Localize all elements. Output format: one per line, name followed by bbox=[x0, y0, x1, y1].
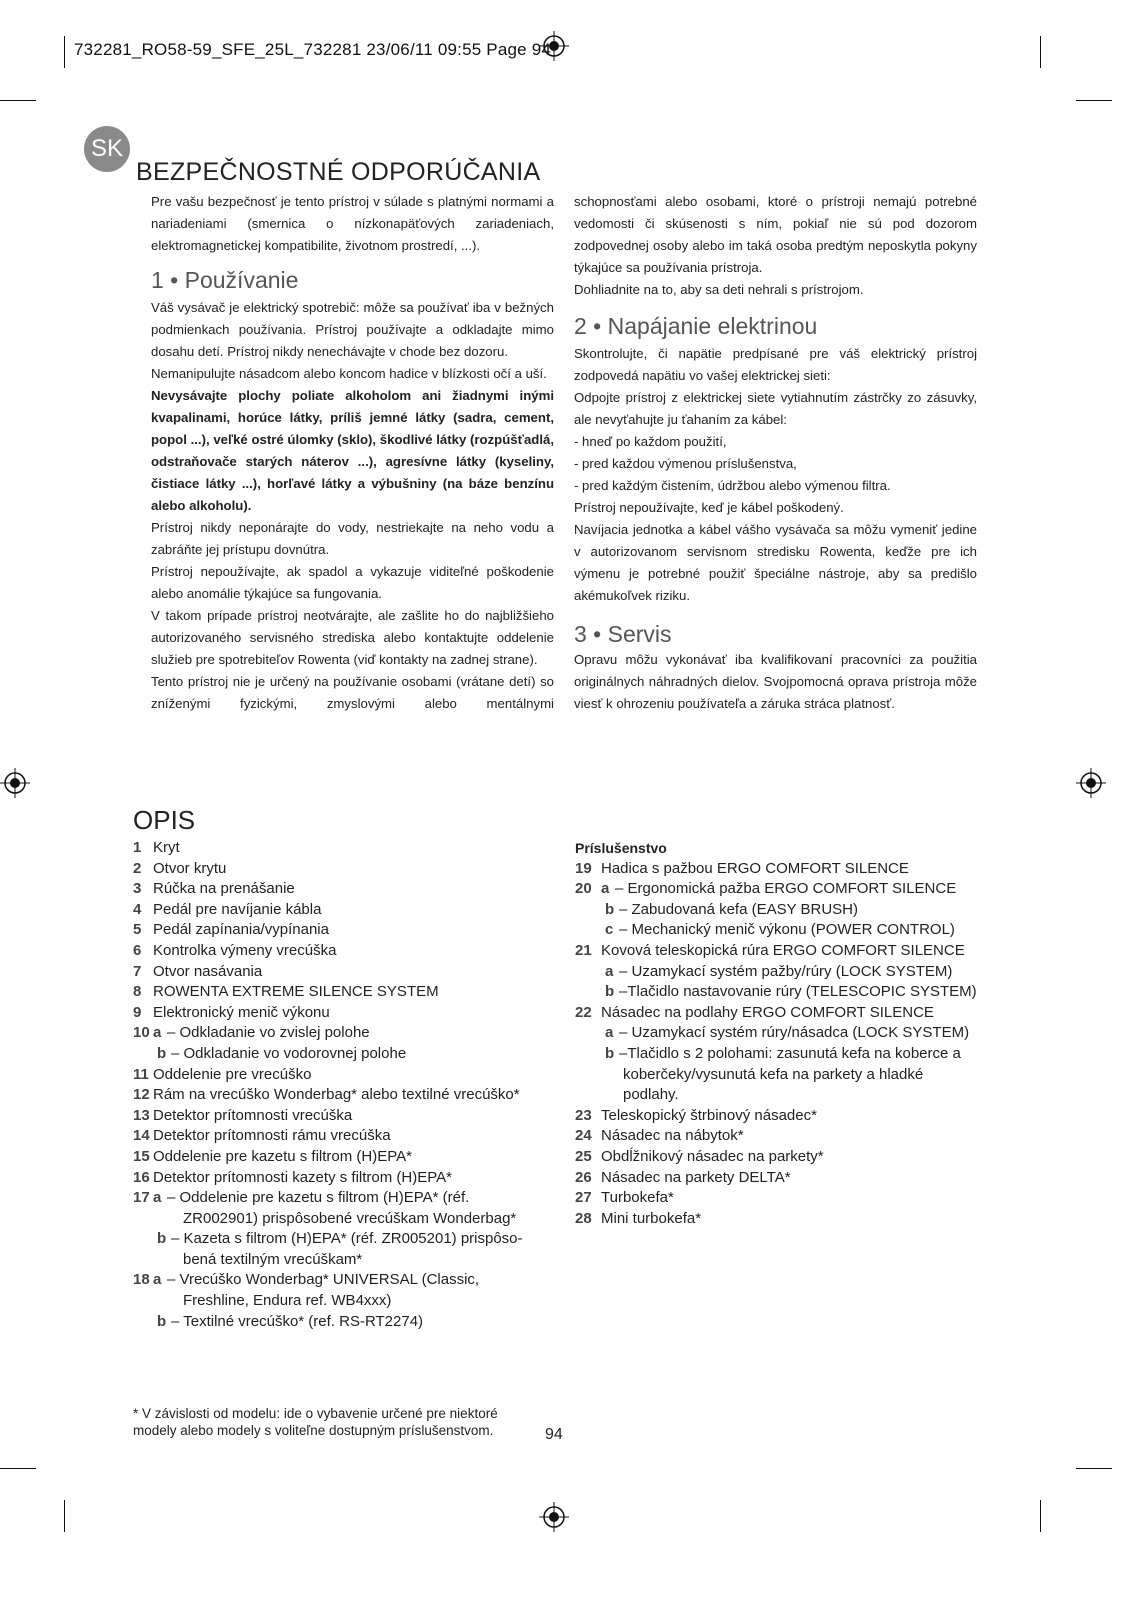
item-letter: a bbox=[153, 1024, 162, 1042]
item-number: 9 bbox=[133, 1003, 142, 1021]
paragraph: Prístroj nikdy neponárajte do vody, nestriekajte na neho vodu a zabráňte jej prístupu dovnútra. bbox=[151, 520, 554, 557]
list-item bbox=[133, 1188, 563, 1209]
list-item bbox=[575, 920, 995, 941]
list-item bbox=[133, 1250, 563, 1271]
item-text: Násadec na parkety DELTA* bbox=[601, 1168, 791, 1186]
item-letter: a bbox=[605, 962, 614, 980]
warning-paragraph: Nevysávajte plochy poliate alkoholom ani žiadnymi inými kvapalinami, horúce látky, príliš jemné látky (sadra, cement, popol ...), veľké ostré úlomky (sklo), škodlivé látky (rozpúšťadlá, odstraňovače starých náterov ...), agresívne látky (kyseliny, čistiace látky ...), horľavé látky a výbušniny (na báze benzínu alebo alkoholu). bbox=[151, 388, 554, 513]
item-number: 16 bbox=[133, 1168, 150, 1186]
paragraph: Navíjacia jednotka a kábel vášho vysávača sa môžu vymeniť jedine v autorizovanom servisnom stredisku Rowenta, keďže pre ich výmenu je potrebné použiť špeciálne nástroje, aby sa predišlo akémukoľvek riziku. bbox=[574, 522, 977, 603]
list-item bbox=[133, 879, 563, 900]
item-text: koberčeky/vysunutá kefa na parkety a hladké bbox=[623, 1065, 924, 1083]
item-text: Detektor prítomnosti vrecúška bbox=[153, 1106, 353, 1124]
parts-list-left bbox=[133, 838, 563, 1332]
item-text: – Odkladanie vo vodorovnej polohe bbox=[171, 1044, 407, 1062]
list-item bbox=[575, 900, 995, 921]
item-text: Otvor nasávania bbox=[153, 962, 263, 980]
item-letter: b bbox=[605, 900, 615, 918]
section-heading-usage: 1 • Používanie bbox=[151, 267, 299, 293]
item-number: 1 bbox=[133, 839, 142, 856]
list-item bbox=[133, 962, 563, 983]
item-letter: c bbox=[605, 921, 614, 939]
item-number: 11 bbox=[133, 1065, 149, 1083]
intro-paragraph: Pre vašu bezpečnosť je tento prístroj v súlade s platnými normami a nariadeniami (smernica o nízkonapäťových zariadeniach, elektromagnetickej kompatibilite, životnom prostredí, ...). bbox=[151, 194, 554, 253]
section-heading-power: 2 • Napájanie elektrinou bbox=[574, 313, 818, 339]
item-text: – Oddelenie pre kazetu s filtrom (H)EPA* (réf. bbox=[167, 1189, 470, 1207]
list-item bbox=[133, 1044, 563, 1065]
item-text: Násadec na nábytok* bbox=[601, 1127, 744, 1145]
registration-mark-icon bbox=[0, 768, 30, 798]
item-text: Oddelenie pre vrecúško bbox=[153, 1065, 312, 1083]
list-item bbox=[575, 1065, 995, 1086]
crop-mark bbox=[0, 1468, 36, 1469]
paragraph: schopnosťami alebo osobami, ktoré o prístroji nemajú potrebné vedomosti či skúsenosti s ním, pokiaľ nie sú pod dozorom zodpovednej osoby alebo im taká osoba predtým neposkytla pokyny týkajúce sa používania prístroja. bbox=[574, 194, 977, 275]
registration-mark-icon bbox=[539, 1502, 569, 1532]
item-text: – Uzamykací systém rúry/násadca (LOCK SYSTEM) bbox=[619, 1024, 970, 1042]
item-text: Rúčka na prenášanie bbox=[153, 880, 295, 898]
bullet-item: - hneď po každom použití, bbox=[574, 434, 727, 449]
list-item bbox=[133, 982, 563, 1003]
list-item bbox=[133, 1229, 563, 1250]
crop-mark bbox=[1040, 36, 1041, 68]
list-item bbox=[575, 1147, 995, 1168]
list-item bbox=[133, 1106, 563, 1127]
paragraph: Odpojte prístroj z elektrickej siete vytiahnutím zástrčky zo zásuvky, ale nevyťahujte ju ťahaním za kábel: bbox=[574, 390, 977, 427]
list-item bbox=[575, 1023, 995, 1044]
list-item bbox=[133, 1147, 563, 1168]
list-item bbox=[575, 982, 995, 1003]
item-text: –Tlačidlo nastavovanie rúry (TELESCOPIC SYSTEM) bbox=[619, 983, 977, 1001]
registration-mark-icon bbox=[1076, 768, 1106, 798]
footnote: * V závislosti od modelu: ide o vybavenie určené pre niektoré modely alebo modely s voliteľne dostupným príslušenstvom. bbox=[133, 1406, 498, 1438]
list-item bbox=[575, 1003, 995, 1024]
item-number: 5 bbox=[133, 921, 142, 939]
item-text: Elektronický menič výkonu bbox=[153, 1003, 330, 1021]
list-item bbox=[133, 1126, 563, 1147]
list-item bbox=[575, 1126, 995, 1147]
item-text: Otvor krytu bbox=[153, 859, 227, 877]
item-number: 23 bbox=[575, 1106, 592, 1124]
item-number: 15 bbox=[133, 1147, 150, 1165]
item-letter: a bbox=[605, 1024, 614, 1042]
list-item bbox=[133, 920, 563, 941]
item-number: 17 bbox=[133, 1189, 150, 1207]
item-number: 20 bbox=[575, 880, 592, 898]
list-item bbox=[575, 941, 995, 962]
list-item bbox=[133, 1291, 563, 1312]
list-item bbox=[133, 1003, 563, 1024]
item-text: Detektor prítomnosti kazety s filtrom (H)EPA* bbox=[153, 1168, 452, 1186]
list-item bbox=[133, 1312, 563, 1333]
item-text: – Zabudovaná kefa (EASY BRUSH) bbox=[619, 900, 859, 918]
item-letter: b bbox=[157, 1312, 167, 1330]
page-number: 94 bbox=[545, 1426, 563, 1443]
item-letter: b bbox=[605, 983, 615, 1001]
item-number: 19 bbox=[575, 859, 592, 877]
crop-mark bbox=[64, 36, 65, 68]
item-number: 8 bbox=[133, 983, 142, 1001]
item-text: Pedál pre navíjanie kábla bbox=[153, 900, 322, 918]
item-text: – Uzamykací systém pažby/rúry (LOCK SYSTEM) bbox=[619, 962, 953, 980]
page-title: BEZPEČNOSTNÉ ODPORÚČANIA bbox=[136, 158, 541, 186]
list-item bbox=[575, 1168, 995, 1189]
paragraph: Tento prístroj nie je určený na používanie osobami (vrátane detí) so zníženými fyzickými, zmyslovými alebo mentálnymi bbox=[151, 674, 554, 711]
crop-mark bbox=[1076, 1468, 1112, 1469]
list-item bbox=[133, 838, 563, 859]
accessories-block bbox=[575, 838, 995, 1229]
item-number: 6 bbox=[133, 941, 142, 959]
paragraph: V takom prípade prístroj neotvárajte, ale zašlite ho do najbližšieho autorizovaného servisného strediska alebo kontaktujte oddelenie služieb pre spotrebiteľov Rowenta (viď kontakty na zadnej strane). bbox=[151, 608, 554, 667]
item-text: Kontrolka výmeny vrecúška bbox=[153, 941, 337, 959]
list-item bbox=[575, 962, 995, 983]
item-text: Teleskopický štrbinový násadec* bbox=[601, 1106, 817, 1124]
language-badge: SK bbox=[84, 126, 130, 172]
item-text: ROWENTA EXTREME SILENCE SYSTEM bbox=[153, 983, 439, 1001]
crop-mark bbox=[1040, 1500, 1041, 1532]
item-number: 18 bbox=[133, 1271, 150, 1289]
list-item bbox=[133, 900, 563, 921]
item-text: Turbokefa* bbox=[601, 1189, 674, 1207]
item-letter: b bbox=[157, 1044, 167, 1062]
item-text: Obdĺžnikový násadec na parkety* bbox=[601, 1147, 824, 1165]
accessories-heading: Príslušenstvo bbox=[575, 840, 667, 856]
list-item bbox=[575, 1085, 995, 1106]
item-text: – Ergonomická pažba ERGO COMFORT SILENCE bbox=[615, 880, 957, 898]
list-item bbox=[133, 941, 563, 962]
item-text: Oddelenie pre kazetu s filtrom (H)EPA* bbox=[153, 1147, 412, 1165]
item-text: – Textilné vrecúško* (ref. RS-RT2274) bbox=[171, 1312, 424, 1330]
item-text: – Vrecúško Wonderbag* UNIVERSAL (Classic, bbox=[167, 1271, 480, 1289]
parts-list-right bbox=[575, 859, 995, 1230]
item-text: Rám na vrecúško Wonderbag* alebo textilné vrecúško* bbox=[153, 1086, 520, 1104]
item-text: Detektor prítomnosti rámu vrecúška bbox=[153, 1127, 391, 1145]
list-item bbox=[133, 1023, 563, 1044]
paragraph: Skontrolujte, či napätie predpísané pre váš elektrický prístroj zodpovedá napätiu vo vašej elektrickej sieti: bbox=[574, 346, 977, 383]
item-number: 27 bbox=[575, 1189, 592, 1207]
item-text: Hadica s pažbou ERGO COMFORT SILENCE bbox=[601, 859, 909, 877]
item-number: 25 bbox=[575, 1147, 592, 1165]
list-item bbox=[575, 1209, 995, 1230]
list-item bbox=[575, 1106, 995, 1127]
item-number: 7 bbox=[133, 962, 142, 980]
item-number: 3 bbox=[133, 880, 142, 898]
item-text: – Kazeta s filtrom (H)EPA* (réf. ZR005201) prispôso- bbox=[171, 1230, 523, 1248]
list-item bbox=[133, 1168, 563, 1189]
paragraph: Dohliadnite na to, aby sa deti nehrali s prístrojom. bbox=[574, 282, 864, 297]
bullet-item: - pred každou výmenou príslušenstva, bbox=[574, 456, 797, 471]
item-number: 28 bbox=[575, 1209, 592, 1227]
item-text: Pedál zapínania/vypínania bbox=[153, 921, 329, 939]
paragraph: Prístroj nepoužívajte, ak spadol a vykazuje viditeľné poškodenie alebo anomálie týkajúce sa fungovania. bbox=[151, 564, 554, 601]
item-number: 24 bbox=[575, 1127, 592, 1145]
paragraph: Prístroj nepoužívajte, keď je kábel poškodený. bbox=[574, 500, 844, 515]
item-number: 14 bbox=[133, 1127, 150, 1145]
item-text: Mini turbokefa* bbox=[601, 1209, 702, 1227]
bullet-item: - pred každým čistením, údržbou alebo výmenou filtra. bbox=[574, 478, 891, 493]
item-letter: b bbox=[157, 1230, 167, 1248]
list-item bbox=[133, 1085, 563, 1106]
item-text: – Odkladanie vo zvislej polohe bbox=[167, 1024, 370, 1042]
item-number: 26 bbox=[575, 1168, 592, 1186]
paragraph: Nemanipulujte násadcom alebo koncom hadice v blízkosti očí a uší. bbox=[151, 366, 547, 381]
crop-mark bbox=[0, 100, 36, 101]
crop-mark bbox=[64, 1500, 65, 1532]
item-text: bená textilným vrecúškam* bbox=[183, 1250, 363, 1268]
item-number: 22 bbox=[575, 1003, 592, 1021]
item-letter: a bbox=[601, 880, 610, 898]
safety-right-column bbox=[574, 191, 977, 715]
item-number: 13 bbox=[133, 1106, 150, 1124]
item-text: Kovová teleskopická rúra ERGO COMFORT SILENCE bbox=[601, 941, 965, 959]
item-letter: b bbox=[605, 1044, 615, 1062]
section-heading-service: 3 • Servis bbox=[574, 621, 672, 647]
item-number: 4 bbox=[133, 900, 142, 918]
list-item bbox=[575, 1044, 995, 1065]
list-item bbox=[575, 859, 995, 880]
item-text: Freshline, Endura ref. WB4xxx) bbox=[183, 1292, 392, 1310]
list-item bbox=[133, 1209, 563, 1230]
item-text: podlahy. bbox=[623, 1086, 679, 1104]
item-number: 12 bbox=[133, 1086, 150, 1104]
item-text: Kryt bbox=[153, 839, 180, 856]
list-item bbox=[575, 879, 995, 900]
item-text: Násadec na podlahy ERGO COMFORT SILENCE bbox=[601, 1003, 934, 1021]
item-number: 10 bbox=[133, 1024, 150, 1042]
list-item bbox=[133, 1065, 563, 1086]
list-item bbox=[575, 1188, 995, 1209]
item-letter: a bbox=[153, 1271, 162, 1289]
safety-left-column bbox=[151, 191, 554, 715]
item-text: –Tlačidlo s 2 polohami: zasunutá kefa na koberce a bbox=[619, 1044, 961, 1062]
item-letter: a bbox=[153, 1189, 162, 1207]
crop-mark bbox=[1076, 100, 1112, 101]
list-item bbox=[133, 859, 563, 880]
item-text: – Mechanický menič výkonu (POWER CONTROL) bbox=[619, 921, 955, 939]
print-slug: 732281_RO58-59_SFE_25L_732281 23/06/11 09:55 Page 94 bbox=[74, 40, 552, 59]
item-text: ZR002901) prispôsobené vrecúškam Wonderbag* bbox=[183, 1209, 517, 1227]
item-number: 21 bbox=[575, 941, 592, 959]
paragraph: Opravu môžu vykonávať iba kvalifikovaní pracovníci za použitia originálnych náhradných dielov. Svojpomocná oprava prístroja môže viesť k ohrozeniu používateľa a záruka stráca platnosť. bbox=[574, 652, 977, 711]
paragraph: Váš vysávač je elektrický spotrebič: môže sa používať iba v bežných podmienkach používania. Prístroj používajte a odkladajte mimo dosahu detí. Prístroj nikdy nenechávajte v chode bez dozoru. bbox=[151, 300, 554, 359]
item-number: 2 bbox=[133, 859, 142, 877]
list-item bbox=[133, 1270, 563, 1291]
opis-title: OPIS bbox=[133, 805, 196, 835]
